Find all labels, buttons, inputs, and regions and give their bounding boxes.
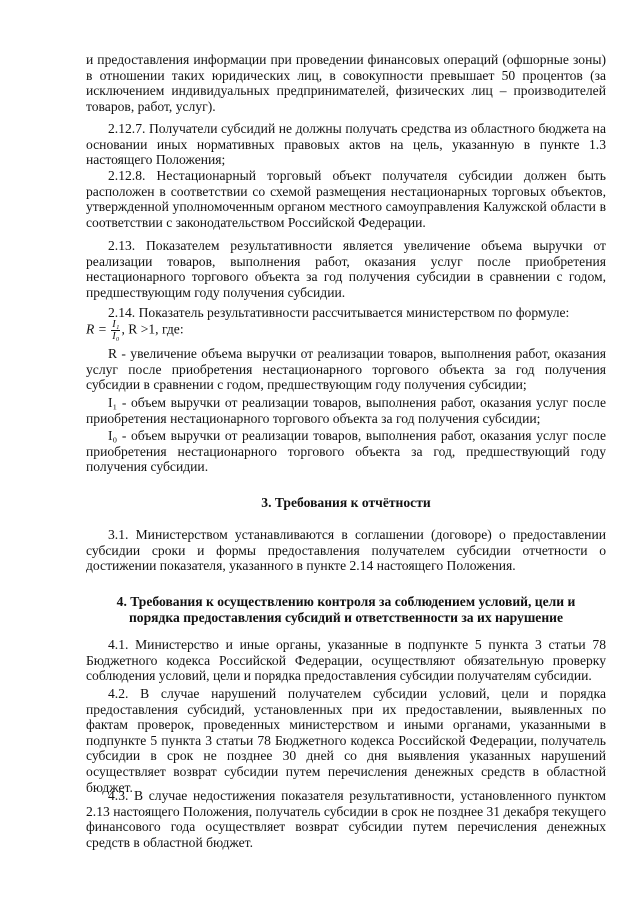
paragraph-4-2: 4.2. В случае нарушений получателем субсидии условий, цели и порядка предоставления субсидий, установленных при их предоставлении, выявленных по фактам проверок, проведенных министерством и иными органами, указанными в подпункте 5 пункта 3 статьи 78 Бюджетного кодекса Российской Федерации, получатель субсидии в срок не позднее 30 дней со дня выявления указанных нарушений осуществляет возврат субсидии путем перечисления денежных средств в областной бюджет. (86, 686, 606, 795)
paragraph-I1-definition: I₁ - объем выручки от реализации товаров, выполнения работ, оказания услуг после приобретения нестационарного торгового объекта за год получения субсидии; (86, 395, 606, 426)
paragraph-2-12-7: 2.12.7. Получатели субсидий не должны получать средства из областного бюджета на основании иных нормативных правовых актов на цель, указанную в пункте 1.3 настоящего Положения; (86, 121, 606, 168)
paragraph-R-definition: R - увеличение объема выручки от реализации товаров, выполнения работ, оказания услуг после приобретения нестационарного торгового объекта за год получения субсидии в сравнении с годом, предшествующим году получения субсидии; (86, 346, 606, 393)
paragraph-3-1: 3.1. Министерством устанавливаются в соглашении (договоре) о предоставлении субсидии сроки и формы предоставления получателем субсидии отчетности о достижении показателя, указанного в пункте 2.14 настоящего Положения. (86, 527, 606, 574)
formula-numerator: I₁ (112, 319, 120, 330)
formula-denominator: I₀ (112, 331, 120, 342)
paragraph-2-13: 2.13. Показателем результативности является увеличение объема выручки от реализации товаров, выполнения работ, оказания услуг после приобретения нестационарного торгового объекта за год получения субсидии в сравнении с годом, предшествующим году получения субсидии. (86, 238, 606, 300)
paragraph-4-3: 4.3. В случае недостижения показателя результативности, установленного пунктом 2.13 настоящего Положения, получатель субсидии в срок не позднее 31 декабря текущего финансового года осуществляет возврат субсидии путем перечисления денежных средств в областной бюджет. (86, 788, 606, 850)
paragraph-2-14: 2.14. Показатель результативности рассчитывается министерством по формуле: (108, 305, 570, 320)
paragraph-2-12-8: 2.12.8. Нестационарный торговый объект получателя субсидии должен быть расположен в соответствии со схемой размещения нестационарных торговых объектов, утвержденной уполномоченным органом местного самоуправления Калужской области в соответствии с законодательством Российской Федерации. (86, 168, 606, 230)
formula-fraction (111, 319, 120, 342)
formula-lhs: R = (86, 321, 107, 337)
paragraph-continuation: и предоставления информации при проведении финансовых операций (офшорные зоны) в отношении таких юридических лиц, в совокупности превышает 50 процентов (за исключением индивидуальных предпринимателей, физических лиц – производителей товаров, работ, услуг). (86, 52, 606, 114)
paragraph-4-1: 4.1. Министерство и иные органы, указанные в подпункте 5 пункта 3 статьи 78 Бюджетного кодекса Российской Федерации, осуществляют обязательную проверку соблюдения условий, цели и порядка предоставления субсидии получателям субсидии. (86, 637, 606, 684)
paragraph-I0-definition: I₀ - объем выручки от реализации товаров, выполнения работ, оказания услуг после приобретения нестационарного торгового объекта за год, предшествующий году получения субсидии. (86, 428, 606, 475)
formula-condition: , R >1, где: (121, 321, 184, 337)
section-3-heading: 3. Требования к отчётности (261, 495, 431, 510)
formula-line (86, 319, 606, 342)
section-4-heading: 4. Требования к осуществлению контроля за соблюдением условий, цели и порядка предоставления субсидий и ответственности за их нарушение (116, 594, 576, 625)
